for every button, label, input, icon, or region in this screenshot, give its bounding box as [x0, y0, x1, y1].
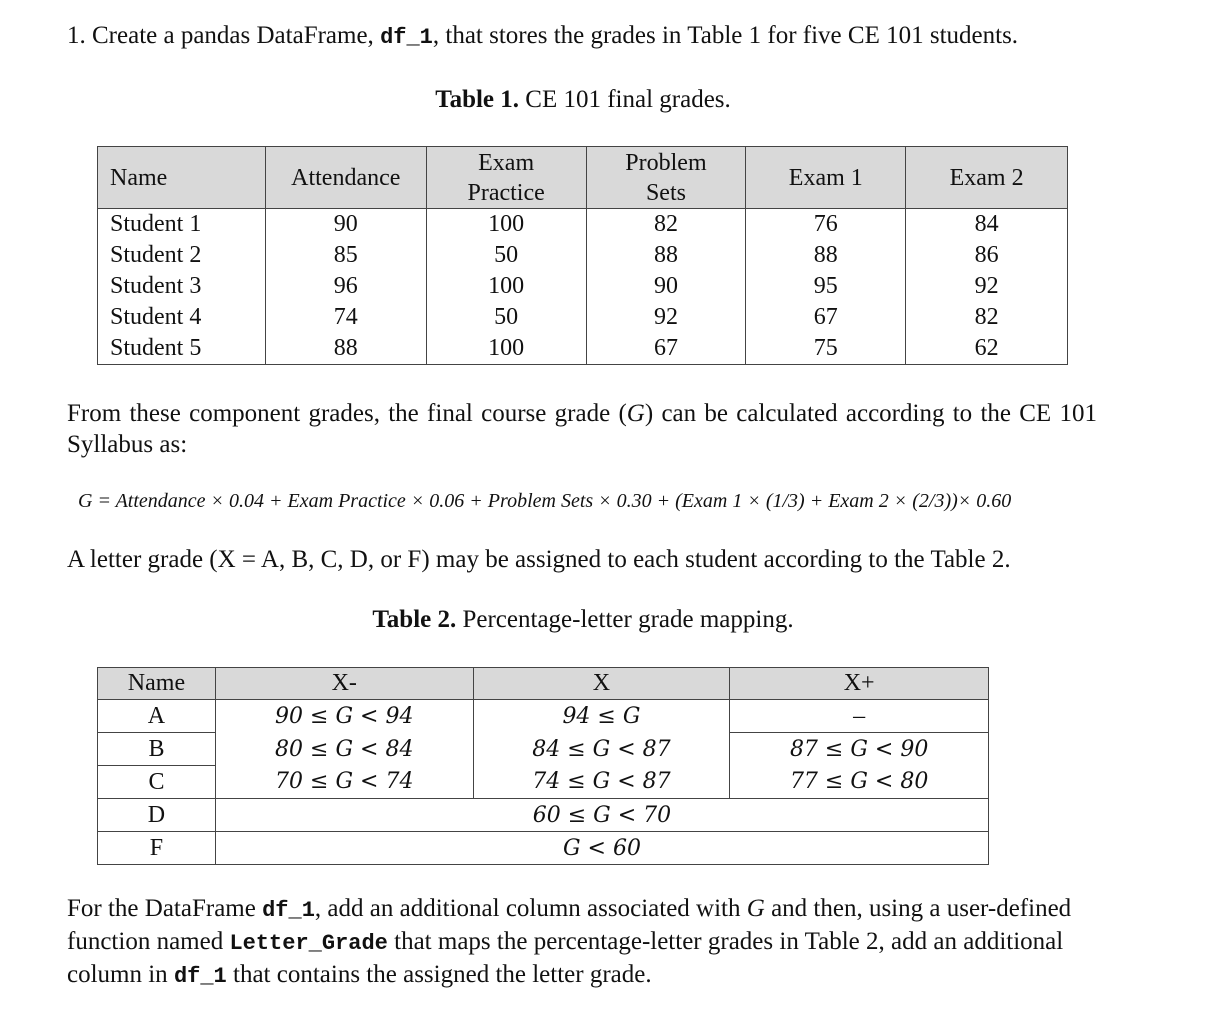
table-row	[98, 832, 989, 865]
header-exam-2: Exam 2	[906, 147, 1068, 209]
cell-exam-1: 95	[746, 271, 906, 302]
header-exam-1: Exam 1	[746, 147, 906, 209]
cell-letter: A	[98, 700, 216, 733]
cell-name: Student 4	[98, 302, 266, 333]
cell-exam-practice: 100	[426, 271, 586, 302]
cell-exam-1: 76	[746, 209, 906, 241]
code-df1: df_1	[173, 964, 227, 989]
letter-grade-table	[97, 667, 989, 865]
cell-range-minus: 80 ≤ G < 84	[215, 733, 473, 766]
table-row	[98, 766, 989, 799]
cell-range-base: 94 ≤ G	[473, 700, 730, 733]
cell-exam-1: 75	[746, 333, 906, 365]
cell-range-merged: 60 ≤ G < 70	[215, 799, 988, 832]
table-header-row	[98, 147, 1068, 209]
cell-exam-practice: 100	[426, 333, 586, 365]
paragraph-final-grade	[67, 398, 1097, 460]
header-exam-practice-line1: Exam	[478, 149, 535, 176]
table-row	[98, 799, 989, 832]
header-name: Name	[98, 668, 216, 700]
cell-problem-sets: 92	[586, 302, 746, 333]
cell-name: Student 5	[98, 333, 266, 365]
symbol-g: G	[746, 895, 765, 922]
table-row	[98, 700, 989, 733]
table2-caption-label: Table 2.	[372, 606, 457, 633]
header-x: X	[473, 668, 730, 700]
symbol-g: G	[626, 400, 645, 427]
paragraph-letter-grade: A letter grade (X = A, B, C, D, or F) may be assigned to each student according to the Table 2.	[67, 546, 1011, 573]
table-header-row	[98, 668, 989, 700]
cell-problem-sets: 88	[586, 240, 746, 271]
table2-caption	[0, 606, 1166, 634]
table-row	[98, 302, 1068, 333]
cell-problem-sets: 67	[586, 333, 746, 365]
cell-exam-2: 92	[906, 271, 1068, 302]
cell-name: Student 2	[98, 240, 266, 271]
question-number: 1.	[67, 22, 86, 49]
cell-problem-sets: 90	[586, 271, 746, 302]
question-text-before: Create a pandas DataFrame,	[92, 22, 374, 49]
header-exam-practice-line2: Practice	[467, 179, 545, 206]
table-row	[98, 209, 1068, 241]
cell-letter: B	[98, 733, 216, 766]
question-text-after: , that stores the grades in Table 1 for five CE 101 students.	[432, 22, 1019, 49]
cell-problem-sets: 82	[586, 209, 746, 241]
cell-name: Student 3	[98, 271, 266, 302]
cell-name: Student 1	[98, 209, 266, 241]
code-df1: df_1	[380, 25, 433, 50]
cell-exam-2: 82	[906, 302, 1068, 333]
cell-attendance: 74	[265, 302, 426, 333]
cell-attendance: 88	[265, 333, 426, 365]
paragraph3-part1: For the DataFrame	[67, 895, 256, 922]
header-x-plus: X+	[730, 668, 989, 700]
cell-letter: D	[98, 799, 216, 832]
cell-range-minus: 90 ≤ G < 94	[215, 700, 473, 733]
table-row	[98, 733, 989, 766]
cell-attendance: 96	[265, 271, 426, 302]
header-problem-sets	[586, 147, 746, 209]
paragraph-instructions	[67, 893, 1077, 992]
cell-exam-1: 88	[746, 240, 906, 271]
cell-range-minus: 70 ≤ G < 74	[215, 766, 473, 799]
table1-caption	[0, 86, 1166, 114]
grades-table	[97, 146, 1068, 365]
cell-exam-practice: 50	[426, 302, 586, 333]
paragraph1-before: From these component grades, the final course grade (	[67, 400, 627, 427]
grade-formula: G = Attendance × 0.04 + Exam Practice × 0.06 + Problem Sets × 0.30 + (Exam 1 × (1/3) + Exam 2 × (2/3))× 0.60	[78, 490, 1012, 512]
cell-exam-2: 84	[906, 209, 1068, 241]
paragraph3-part4: that maps the percentage-letter grades in Table 2, add an additional column in	[67, 928, 1064, 988]
header-exam-practice	[426, 147, 586, 209]
header-problem-sets-line1: Problem	[625, 149, 707, 176]
paragraph3-part3: and then, using a user-defined function named	[67, 895, 1072, 955]
cell-exam-practice: 100	[426, 209, 586, 241]
cell-range-base: 74 ≤ G < 87	[473, 766, 730, 799]
table1-caption-label: Table 1.	[435, 86, 520, 113]
cell-exam-2: 86	[906, 240, 1068, 271]
cell-attendance: 85	[265, 240, 426, 271]
cell-attendance: 90	[265, 209, 426, 241]
table-row	[98, 271, 1068, 302]
cell-range-plus: 77 ≤ G < 80	[730, 766, 989, 799]
question-text	[67, 22, 1018, 50]
header-name: Name	[98, 147, 266, 209]
table-row	[98, 240, 1068, 271]
header-problem-sets-line2: Sets	[645, 179, 686, 206]
header-x-minus: X-	[215, 668, 473, 700]
code-df1: df_1	[262, 898, 315, 923]
cell-range-plus: 87 ≤ G < 90	[730, 733, 989, 766]
cell-exam-practice: 50	[426, 240, 586, 271]
table1-caption-text: CE 101 final grades.	[525, 86, 731, 113]
code-letter-grade: Letter_Grade	[229, 931, 388, 956]
cell-exam-2: 62	[906, 333, 1068, 365]
cell-range-merged: G < 60	[215, 832, 988, 865]
cell-letter: F	[98, 832, 216, 865]
cell-range-base: 84 ≤ G < 87	[473, 733, 730, 766]
paragraph1-after: ) can be calculated according to the CE 101 Syllabus as:	[67, 400, 1097, 458]
paragraph3-part2: , add an additional column associated with	[314, 895, 741, 922]
header-attendance: Attendance	[265, 147, 426, 209]
table-row	[98, 333, 1068, 365]
cell-letter: C	[98, 766, 216, 799]
paragraph3-part5: that contains the assigned the letter grade.	[233, 961, 652, 988]
cell-range-plus: –	[730, 700, 989, 733]
cell-exam-1: 67	[746, 302, 906, 333]
table2-caption-text: Percentage-letter grade mapping.	[462, 606, 794, 633]
